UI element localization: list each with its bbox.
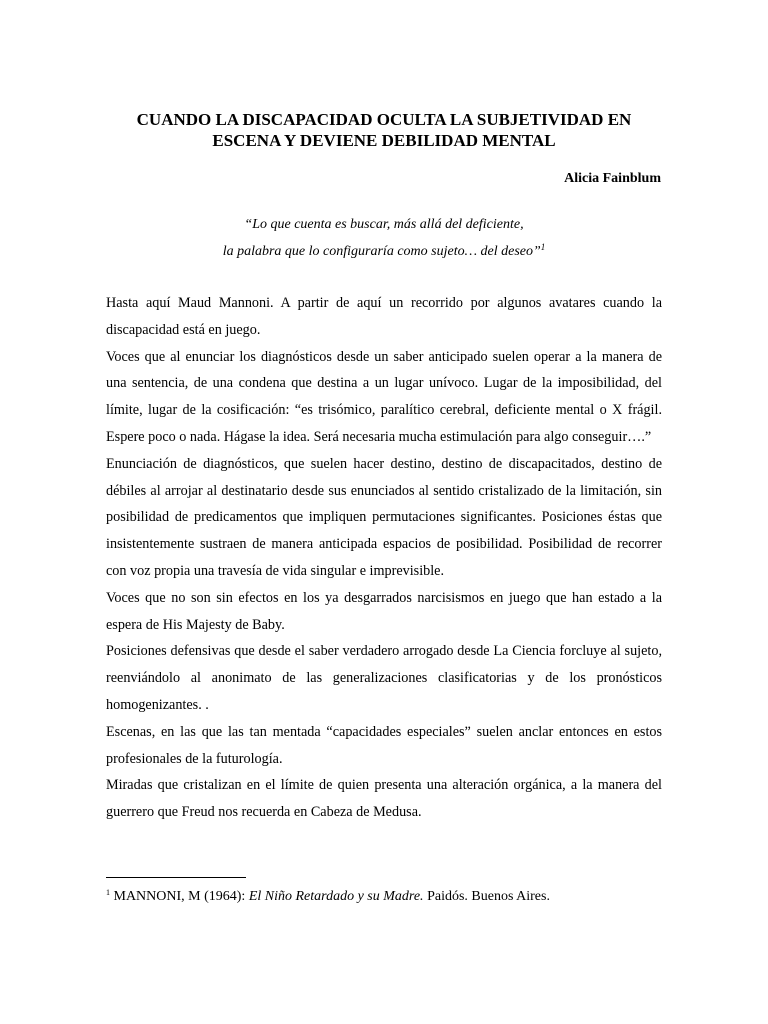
paragraph-4: Voces que no son sin efectos en los ya desgarrados narcisismos en juego que han estado a la espera de His Majesty de Baby. — [106, 589, 662, 633]
paragraph-2: Voces que al enunciar los diagnósticos desde un saber anticipado suelen operar a la manera de una sentencia, de una condena que destina a un lugar unívoco. Lugar de la imposibilidad, del límite, lugar de la cosificación: “es trisómico, paralítico cerebral, deficiente mental o X frágil. Espere poco o nada. Hágase la idea. Será necesaria mucha estimulación para algo conseguir….” — [106, 348, 662, 445]
document-title — [106, 109, 662, 151]
footnote-separator — [106, 877, 246, 878]
epigraph-footnote-ref: 1 — [540, 242, 546, 252]
body-text — [106, 290, 662, 826]
epigraph — [106, 211, 662, 265]
title-line-1: CUANDO LA DISCAPACIDAD OCULTA LA SUBJETIVIDAD EN — [136, 110, 632, 129]
paragraph-6: Escenas, en las que las tan mentada “capacidades especiales” suelen anclar entonces en estos profesionales de la futurología. — [106, 723, 662, 767]
paragraph-1: Hasta aquí Maud Mannoni. A partir de aquí un recorrido por algunos avatares cuando la discapacidad está en juego. — [106, 295, 662, 338]
epigraph-line-1: “Lo que cuenta es buscar, más allá del deficiente, — [244, 217, 524, 232]
footnote-author: MANNONI, M (1964): — [113, 889, 246, 904]
epigraph-line-2 — [106, 238, 662, 265]
footnote-book-title: El Niño Retardado y su Madre. — [248, 889, 424, 904]
paragraph-7: Miradas que cristalizan en el límite de quien presenta una alteración orgánica, a la manera del guerrero que Freud nos recuerda en Cabeza de Medusa. — [106, 777, 662, 821]
footnote-number: 1 — [106, 888, 110, 897]
title-line-2: ESCENA Y DEVIENE DEBILIDAD MENTAL — [212, 131, 556, 150]
paragraph-3: Enunciación de diagnósticos, que suelen hacer destino, destino de discapacitados, destino de débiles al arrojar al destinatario desde sus enunciados al sentido cristalizado de la limitación, sin posibilidad de predicamentos que impliquen permutaciones significantes. Posiciones éstas que insistentemente sustraen de manera anticipada espacios de posibilidad. Posibilidad de recorrer con voz propia una travesía de vida singular e imprevisible. — [106, 455, 662, 579]
epigraph-line-2-text: la palabra que lo configuraría como sujeto… del deseo” — [222, 244, 541, 259]
author-name: Alicia Fainblum — [564, 171, 661, 186]
footnote — [106, 887, 662, 907]
paragraph-5: Posiciones defensivas que desde el saber verdadero arrogado desde La Ciencia forcluye al sujeto, reenviándolo al anonimato de las generalizaciones clasificatorias y de los pronósticos homogenizantes. . — [106, 643, 662, 713]
footnote-publisher: Paidós. Buenos Aires. — [427, 889, 550, 904]
